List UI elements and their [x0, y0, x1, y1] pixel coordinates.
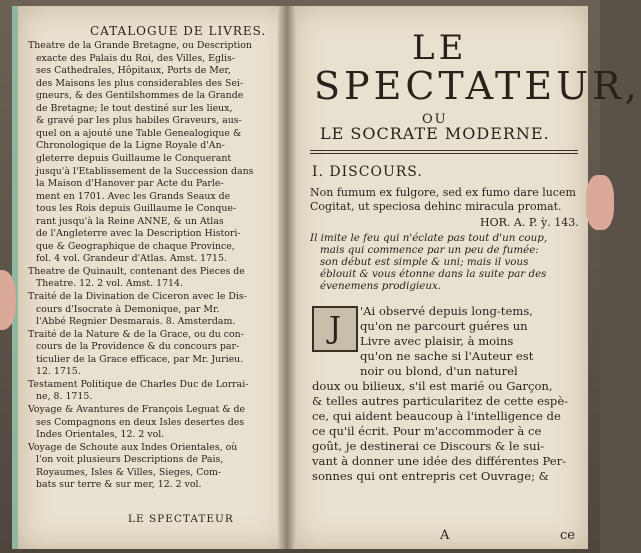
text-line: Testament Politique de Charles Duc de Lorrai- [28, 378, 249, 390]
text-line: Theatre de la Grande Bretagne, ou Description [28, 40, 252, 51]
text-line: sonnes qui ont entrepris cet Ouvrage; & [312, 469, 549, 483]
text-line: mais qui commence par un peu de fumée: [320, 244, 539, 256]
text-line: Royaumes, Isles & Villes, Sieges, Com- [36, 466, 222, 478]
text-line: Voyage & Avantures de François Leguat & de [28, 403, 246, 415]
text-line: ses Compagnons en deux Isles desertes des [36, 416, 245, 428]
text-line: fol. 4 vol. Grandeur d'Atlas. Amst. 1715. [36, 253, 227, 265]
text-line: Voyage de Schoute aux Indes Orientales, où [28, 441, 238, 453]
text-line: la Maison d'Hanover par Acte du Parle- [36, 178, 224, 190]
title-socrate: LE SOCRATE MODERNE. [320, 124, 550, 143]
text-line: jusqu'à l'Etablissement de la Succession dans [36, 165, 254, 177]
text-line: bats sur terre & sur mer, 12. 2 vol. [36, 479, 202, 491]
text-line: & gravé par les plus habiles Graveurs, aus- [36, 115, 242, 127]
book-gutter [278, 6, 296, 549]
text-line: Theatre de Quinault, contenant des Pieces de [28, 265, 245, 277]
rule [310, 150, 578, 151]
text-line: qu'on ne sache si l'Auteur est [360, 349, 534, 363]
text-line: de Bretagne; le tout destiné sur les lieux, [36, 102, 233, 114]
discours-heading: I. DISCOURS. [312, 164, 423, 180]
text-line: l'Abbé Regnier Desmarais. 8. Amsterdam. [36, 316, 236, 328]
text-line: ne, 8. 1715. [36, 391, 93, 403]
title-ou: OU [422, 112, 448, 127]
latin-line-2: Cogitat, ut speciosa dehinc miracula promat. [310, 200, 562, 213]
text-line: noir ou blond, d'un naturel [360, 364, 518, 378]
text-line: cours d'Isocrate à Demonique, par Mr. [36, 303, 220, 315]
right-thumb [586, 175, 614, 230]
catalogue-title: CATALOGUE DE LIVRES. [90, 24, 267, 38]
text-line: Indes Orientales, 12. 2 vol. [36, 429, 165, 441]
text-line: doux ou bilieux, s'il est marié ou Garçon, [312, 379, 553, 393]
text-line: son début est simple & uni; mais il vous [320, 256, 529, 268]
text-line: ment en 1701. Avec les Grands Seaux de [36, 190, 231, 202]
text-line: 'Ai observé depuis long-tems, [360, 304, 533, 318]
text-line: vant à donner une idée des différentes Per- [312, 454, 567, 468]
text-line: rant jusqu'à la Reine ANNE, & un Atlas [36, 215, 224, 227]
text-line: gleterre depuis Guillaume le Conquerant [36, 152, 232, 164]
text-line: ce qu'il écrit. Pour m'accommoder à ce [312, 424, 542, 438]
signature-mark: A [440, 528, 450, 543]
text-line: l'on voit plusieurs Descriptions de Pais, [36, 454, 224, 466]
text-line: Livre avec plaisir, à moins [360, 334, 514, 348]
text-line: éblouit & vous étonne dans la suite par des [320, 268, 547, 280]
horace-citation: HOR. A. P. ỳ. 143. [480, 216, 579, 229]
title-spectateur: SPECTATEUR, [314, 64, 641, 108]
text-line: Theatre. 12. 2 vol. Amst. 1714. [36, 278, 183, 290]
text-line: quel on a ajouté une Table Genealogique & [36, 127, 242, 139]
text-line: évenemens prodigieux. [320, 280, 442, 292]
text-line: gneurs, & des Gentilshommes de la Grande [36, 90, 244, 102]
right-catchword: ce [560, 528, 575, 543]
text-line: tous les Rois depuis Guillaume le Conque- [36, 203, 237, 215]
text-line: de l'Angleterre avec la Description Histori- [36, 228, 241, 240]
text-line: ses Cathedrales, Hôpitaux, Ports de Mer, [36, 65, 231, 77]
text-line: 12. 1715. [36, 366, 81, 378]
text-line: Il imite le feu qui n'éclate pas tout d'un coup, [310, 232, 548, 244]
text-line: que & Geographique de chaque Province, [36, 240, 235, 252]
left-catchword: LE SPECTATEUR [128, 513, 234, 525]
text-line: qu'on ne parcourt guéres un [360, 319, 528, 333]
text-line: & telles autres particularitez de cette espè- [312, 394, 569, 408]
text-line: goût, je destinerai ce Discours & le sui- [312, 439, 545, 453]
drop-cap: J [312, 306, 358, 352]
rule [310, 153, 578, 154]
text-line: des Maisons les plus considerables des Sei- [36, 77, 244, 89]
text-line: exacte des Palais du Roi, des Villes, Eglis- [36, 52, 235, 64]
text-line: ticulier de la Grace efficace, par Mr. Jurieu. [36, 353, 244, 365]
text-line: ce, qui aident beaucoup à l'intelligence de [312, 409, 561, 423]
text-line: Traité de la Divination de Ciceron avec le Dis- [28, 291, 247, 302]
title-le: LE [412, 28, 468, 68]
text-line: Chronologique de la Ligne Royale d'An- [36, 140, 225, 152]
text-line: Traité de la Nature & de la Grace, ou du con- [28, 328, 244, 340]
text-line: cours de la Providence & du concours par- [36, 341, 240, 353]
latin-line-1: Non fumum ex fulgore, sed ex fumo dare lucem [310, 186, 576, 199]
